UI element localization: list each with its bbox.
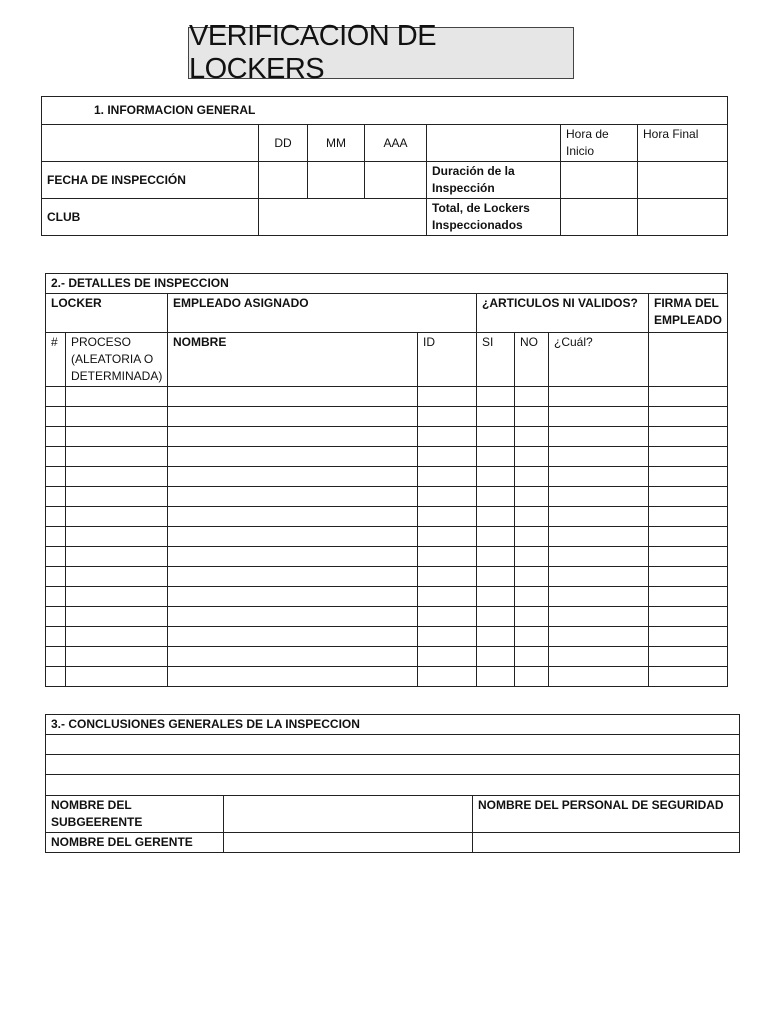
proceso-cell[interactable] [66, 407, 168, 427]
si-cell[interactable] [477, 667, 515, 687]
nombre-cell[interactable] [168, 407, 418, 427]
id-cell[interactable] [418, 547, 477, 567]
proceso-cell[interactable] [66, 627, 168, 647]
no-cell[interactable] [515, 667, 549, 687]
nombre-col-header: NOMBRE [168, 333, 418, 387]
id-cell[interactable] [418, 507, 477, 527]
nombre-cell[interactable] [168, 467, 418, 487]
nombre-cell[interactable] [168, 587, 418, 607]
num-cell[interactable] [46, 387, 66, 407]
num-col-header: # [46, 333, 66, 387]
cual-cell[interactable] [549, 667, 649, 687]
num-cell[interactable] [46, 407, 66, 427]
nombre-cell[interactable] [168, 447, 418, 467]
firma-cell[interactable] [649, 547, 728, 567]
si-cell[interactable] [477, 387, 515, 407]
num-cell[interactable] [46, 507, 66, 527]
cual-cell[interactable] [549, 507, 649, 527]
table-row [46, 447, 728, 467]
no-cell[interactable] [515, 407, 549, 427]
table-row [46, 647, 728, 667]
table-row [46, 587, 728, 607]
id-cell[interactable] [418, 527, 477, 547]
section3-heading: 3.- CONCLUSIONES GENERALES DE LA INSPECCION [46, 715, 740, 735]
nombre-cell[interactable] [168, 567, 418, 587]
proceso-cell[interactable] [66, 527, 168, 547]
fecha-label: FECHA DE INSPECCIÓN [42, 162, 259, 199]
section1-heading: 1. INFORMACION GENERAL [42, 97, 728, 125]
num-cell[interactable] [46, 567, 66, 587]
hora-inicio-field[interactable] [561, 162, 638, 199]
proceso-cell[interactable] [66, 607, 168, 627]
firma-cell[interactable] [649, 407, 728, 427]
firma-cell[interactable] [649, 627, 728, 647]
id-cell[interactable] [418, 407, 477, 427]
hora-final-field[interactable] [638, 162, 728, 199]
id-cell[interactable] [418, 607, 477, 627]
firma-cell[interactable] [649, 387, 728, 407]
si-cell[interactable] [477, 527, 515, 547]
empleado-header: EMPLEADO ASIGNADO [168, 294, 477, 333]
conclusion-line[interactable] [46, 775, 740, 796]
no-col-header: NO [515, 333, 549, 387]
cual-cell[interactable] [549, 567, 649, 587]
seguridad-label: NOMBRE DEL PERSONAL DE SEGURIDAD [473, 796, 740, 833]
club-label: CLUB [42, 199, 259, 236]
cual-col-header: ¿Cuál? [549, 333, 649, 387]
dd-field[interactable] [259, 162, 308, 199]
cual-cell[interactable] [549, 547, 649, 567]
table-row [46, 487, 728, 507]
proceso-cell[interactable] [66, 467, 168, 487]
firma-cell[interactable] [649, 487, 728, 507]
firma-cell[interactable] [649, 587, 728, 607]
cual-cell[interactable] [549, 447, 649, 467]
subgerente-field[interactable] [224, 796, 473, 833]
id-cell[interactable] [418, 627, 477, 647]
firma-cell[interactable] [649, 607, 728, 627]
proceso-cell[interactable] [66, 507, 168, 527]
si-cell[interactable] [477, 487, 515, 507]
no-cell[interactable] [515, 507, 549, 527]
hora-final-header: Hora Final [638, 125, 728, 162]
num-cell[interactable] [46, 427, 66, 447]
si-cell[interactable] [477, 427, 515, 447]
mm-field[interactable] [308, 162, 365, 199]
si-cell[interactable] [477, 547, 515, 567]
total-label: Total, de Lockers Inspeccionados [427, 199, 561, 236]
table-row [46, 507, 728, 527]
subgerente-label: NOMBRE DEL SUBGEERENTE [46, 796, 224, 833]
num-cell[interactable] [46, 607, 66, 627]
dd-header: DD [259, 125, 308, 162]
num-cell[interactable] [46, 487, 66, 507]
num-cell[interactable] [46, 547, 66, 567]
section2-heading: 2.- DETALLES DE INSPECCION [46, 274, 728, 294]
proceso-cell[interactable] [66, 567, 168, 587]
table-row [46, 387, 728, 407]
cual-cell[interactable] [549, 387, 649, 407]
cual-cell[interactable] [549, 467, 649, 487]
proceso-cell[interactable] [66, 427, 168, 447]
cual-cell[interactable] [549, 607, 649, 627]
si-cell[interactable] [477, 627, 515, 647]
nombre-cell[interactable] [168, 527, 418, 547]
nombre-cell[interactable] [168, 427, 418, 447]
table-row [46, 627, 728, 647]
table-row [46, 527, 728, 547]
aaa-field[interactable] [365, 162, 427, 199]
id-col-header: ID [418, 333, 477, 387]
no-cell[interactable] [515, 447, 549, 467]
num-cell[interactable] [46, 627, 66, 647]
num-cell[interactable] [46, 467, 66, 487]
cual-cell[interactable] [549, 627, 649, 647]
no-cell[interactable] [515, 487, 549, 507]
nombre-cell[interactable] [168, 647, 418, 667]
num-cell[interactable] [46, 527, 66, 547]
proceso-cell[interactable] [66, 667, 168, 687]
proceso-cell[interactable] [66, 547, 168, 567]
conclusion-line[interactable] [46, 735, 740, 755]
si-cell[interactable] [477, 407, 515, 427]
table-row [46, 667, 728, 687]
nombre-cell[interactable] [168, 547, 418, 567]
seguridad-field[interactable] [473, 833, 740, 853]
id-cell[interactable] [418, 387, 477, 407]
proceso-cell[interactable] [66, 647, 168, 667]
num-cell[interactable] [46, 447, 66, 467]
table-row [46, 567, 728, 587]
firma-header: FIRMA DEL EMPLEADO [649, 294, 728, 333]
no-cell[interactable] [515, 387, 549, 407]
club-field[interactable] [259, 199, 427, 236]
cual-cell[interactable] [549, 527, 649, 547]
firma-cell[interactable] [649, 667, 728, 687]
nombre-cell[interactable] [168, 607, 418, 627]
si-cell[interactable] [477, 607, 515, 627]
no-cell[interactable] [515, 627, 549, 647]
mm-header: MM [308, 125, 365, 162]
no-cell[interactable] [515, 567, 549, 587]
si-cell[interactable] [477, 467, 515, 487]
total-field-2[interactable] [638, 199, 728, 236]
cual-cell[interactable] [549, 647, 649, 667]
nombre-cell[interactable] [168, 387, 418, 407]
id-cell[interactable] [418, 667, 477, 687]
si-cell[interactable] [477, 447, 515, 467]
table-row [46, 407, 728, 427]
no-cell[interactable] [515, 607, 549, 627]
no-cell[interactable] [515, 427, 549, 447]
gerente-label: NOMBRE DEL GERENTE [46, 833, 224, 853]
firma-cell[interactable] [649, 527, 728, 547]
num-cell[interactable] [46, 647, 66, 667]
no-cell[interactable] [515, 467, 549, 487]
no-cell[interactable] [515, 527, 549, 547]
firma-cell[interactable] [649, 447, 728, 467]
num-cell[interactable] [46, 587, 66, 607]
page-title: VERIFICACION DE LOCKERS [188, 27, 574, 79]
cual-cell[interactable] [549, 587, 649, 607]
table-row [46, 607, 728, 627]
aaa-header: AAA [365, 125, 427, 162]
proceso-cell[interactable] [66, 387, 168, 407]
inspection-details-table [45, 273, 728, 687]
cual-cell[interactable] [549, 407, 649, 427]
gerente-field[interactable] [224, 833, 473, 853]
conclusions-table [45, 714, 740, 853]
proceso-cell[interactable] [66, 487, 168, 507]
blank-cell [42, 125, 259, 162]
firma-cell[interactable] [649, 507, 728, 527]
proceso-cell[interactable] [66, 447, 168, 467]
no-cell[interactable] [515, 547, 549, 567]
table-row [46, 547, 728, 567]
id-cell[interactable] [418, 647, 477, 667]
table-row [46, 427, 728, 447]
id-cell[interactable] [418, 447, 477, 467]
nombre-cell[interactable] [168, 667, 418, 687]
id-cell[interactable] [418, 427, 477, 447]
nombre-cell[interactable] [168, 507, 418, 527]
nombre-cell[interactable] [168, 627, 418, 647]
proceso-cell[interactable] [66, 587, 168, 607]
si-cell[interactable] [477, 507, 515, 527]
id-cell[interactable] [418, 567, 477, 587]
no-cell[interactable] [515, 647, 549, 667]
id-cell[interactable] [418, 487, 477, 507]
firma-col-blank [649, 333, 728, 387]
si-cell[interactable] [477, 567, 515, 587]
id-cell[interactable] [418, 467, 477, 487]
firma-cell[interactable] [649, 467, 728, 487]
hora-inicio-header: Hora de Inicio [561, 125, 638, 162]
si-col-header: SI [477, 333, 515, 387]
total-field-1[interactable] [561, 199, 638, 236]
si-cell[interactable] [477, 647, 515, 667]
locker-header: LOCKER [46, 294, 168, 333]
duracion-label: Duración de la Inspección [427, 162, 561, 199]
no-cell[interactable] [515, 587, 549, 607]
proceso-col-header: PROCESO (ALEATORIA O DETERMINADA) [66, 333, 168, 387]
num-cell[interactable] [46, 667, 66, 687]
cual-cell[interactable] [549, 487, 649, 507]
conclusion-line[interactable] [46, 755, 740, 775]
firma-cell[interactable] [649, 567, 728, 587]
si-cell[interactable] [477, 587, 515, 607]
articulos-header: ¿ARTICULOS NI VALIDOS? [477, 294, 649, 333]
general-info-table [41, 96, 728, 236]
table-row [46, 467, 728, 487]
cual-cell[interactable] [549, 427, 649, 447]
firma-cell[interactable] [649, 427, 728, 447]
id-cell[interactable] [418, 587, 477, 607]
firma-cell[interactable] [649, 647, 728, 667]
nombre-cell[interactable] [168, 487, 418, 507]
blank-cell [427, 125, 561, 162]
